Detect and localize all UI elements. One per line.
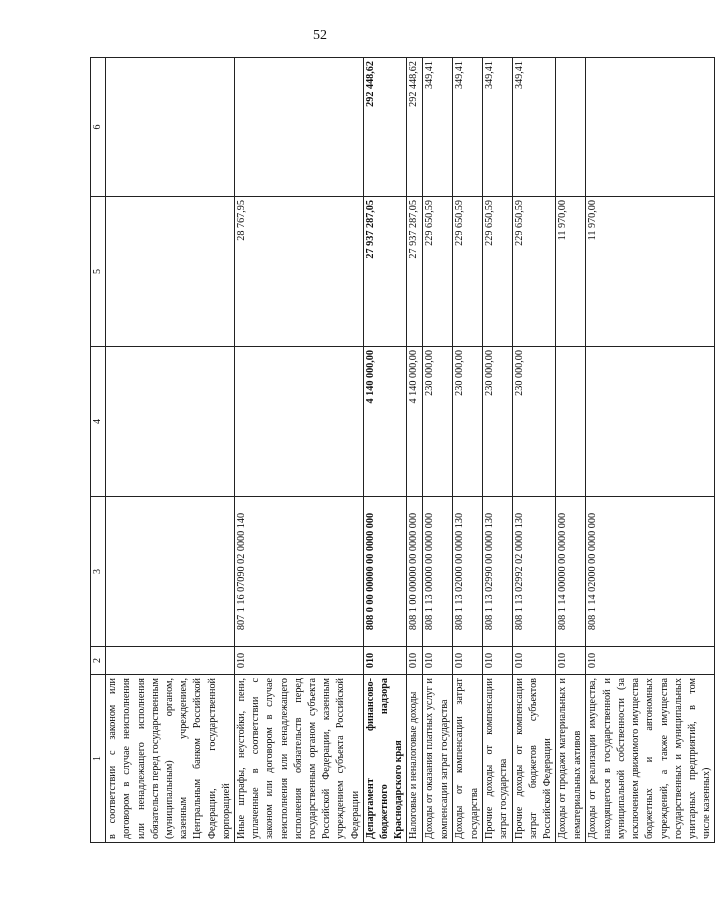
row-col6: 349,41: [512, 58, 556, 197]
row-col4: 4 140 000,00: [363, 347, 407, 497]
row-col4: 230 000,00: [482, 347, 512, 497]
row-col6: 349,41: [482, 58, 512, 197]
row-kbk: 807 1 16 07090 02 0000 140: [235, 497, 364, 647]
table-row: [363, 58, 407, 843]
table-row: [512, 58, 556, 843]
row-name: Доходы от компенсации затрат государства: [453, 675, 482, 843]
row-kbk: 808 1 13 02992 02 0000 130: [512, 497, 556, 647]
row-col4: 4 140 000,00: [407, 347, 423, 497]
row-name: Доходы от продажи материальных и нематериальных активов: [556, 675, 586, 843]
row-kbk: 808 0 00 00000 00 0000 000: [363, 497, 407, 647]
row-col6: 292 448,62: [407, 58, 423, 197]
header-row: [91, 58, 106, 843]
row-col6: 292 448,62: [363, 58, 407, 197]
row-name: Иные штрафы, неустойки, пени, уплаченные в соответствии с законом или договором в случае неисполнения или ненадлежащего исполнения обязательств перед государственным органом субъекта Российской Федерации, казенным учреждением субъекта Российской Федерации: [235, 675, 364, 843]
row-kbk: 808 1 13 00000 00 0000 000: [423, 497, 453, 647]
table-row: [423, 58, 453, 843]
row-name: Доходы от оказания платных услуг и компенсации затрат государства: [423, 675, 453, 843]
row-col5: [106, 197, 235, 347]
row-name: Прочие доходы от компенсации затрат государства: [482, 675, 512, 843]
row-col6: [556, 58, 586, 197]
row-col6: 349,41: [453, 58, 482, 197]
row-col4: [106, 347, 235, 497]
row-col5: 229 650,59: [453, 197, 482, 347]
table-row: [407, 58, 423, 843]
row-col5: 229 650,59: [423, 197, 453, 347]
header-col-1: 1: [91, 675, 106, 843]
table-row: [586, 58, 715, 843]
row-kbk: [106, 497, 235, 647]
row-col5: 11 970,00: [556, 197, 586, 347]
row-code: 010: [423, 647, 453, 675]
row-name: Налоговые и неналоговые доходы: [407, 675, 423, 843]
row-col4: 230 000,00: [512, 347, 556, 497]
table-row: [556, 58, 586, 843]
row-code: 010: [363, 647, 407, 675]
header-col-6: 6: [91, 58, 106, 197]
row-col5: 229 650,59: [512, 197, 556, 347]
row-kbk: 808 1 13 02990 00 0000 130: [482, 497, 512, 647]
row-col5: 11 970,00: [586, 197, 715, 347]
row-name: Департамент финансово-бюджетного надзора Краснодарского края: [363, 675, 407, 843]
row-col4: 230 000,00: [423, 347, 453, 497]
row-code: 010: [407, 647, 423, 675]
row-col5: 28 767,95: [235, 197, 364, 347]
header-col-5: 5: [91, 197, 106, 347]
row-col4: 230 000,00: [453, 347, 482, 497]
row-col4: [586, 347, 715, 497]
row-kbk: 808 1 00 00000 00 0000 000: [407, 497, 423, 647]
row-code: [106, 647, 235, 675]
row-code: 010: [586, 647, 715, 675]
rotated-table-wrapper: [90, 58, 713, 843]
page-number: 52: [313, 28, 327, 43]
row-col6: [106, 58, 235, 197]
report-table: [90, 57, 715, 843]
row-kbk: 808 1 14 02000 00 0000 000: [586, 497, 715, 647]
row-col6: [235, 58, 364, 197]
header-col-3: 3: [91, 497, 106, 647]
table-row: [235, 58, 364, 843]
row-code: 010: [482, 647, 512, 675]
row-col5: 27 937 287,05: [407, 197, 423, 347]
header-col-2: 2: [91, 647, 106, 675]
table-row: [453, 58, 482, 843]
row-col5: 27 937 287,05: [363, 197, 407, 347]
row-kbk: 808 1 13 02000 00 0000 130: [453, 497, 482, 647]
row-name: Доходы от реализации имущества, находящегося в государственной и муниципальной собственности (за исключением движимого имущества бюджетных и автономных учреждений, а также имущества государственных и муниципальных унитарных предприятий, в том числе казенных): [586, 675, 715, 843]
row-code: 010: [556, 647, 586, 675]
row-col5: 229 650,59: [482, 197, 512, 347]
row-name: Прочие доходы от компенсации затрат бюджетов субъектов Российской Федерации: [512, 675, 556, 843]
header-col-4: 4: [91, 347, 106, 497]
row-col6: 349,41: [423, 58, 453, 197]
row-col4: [235, 347, 364, 497]
row-col6: [586, 58, 715, 197]
row-kbk: 808 1 14 00000 00 0000 000: [556, 497, 586, 647]
table-row: [106, 58, 235, 843]
row-code: 010: [512, 647, 556, 675]
table-row: [482, 58, 512, 843]
row-name: в соответствии с законом или договором в случае неисполнения или ненадлежащего исполнения обязательств перед государственным (муниципальным) органом, казенным учреждением, Центральным банком Российской Федерации, государственной корпорацией: [106, 675, 235, 843]
row-code: 010: [235, 647, 364, 675]
row-col4: [556, 347, 586, 497]
row-code: 010: [453, 647, 482, 675]
